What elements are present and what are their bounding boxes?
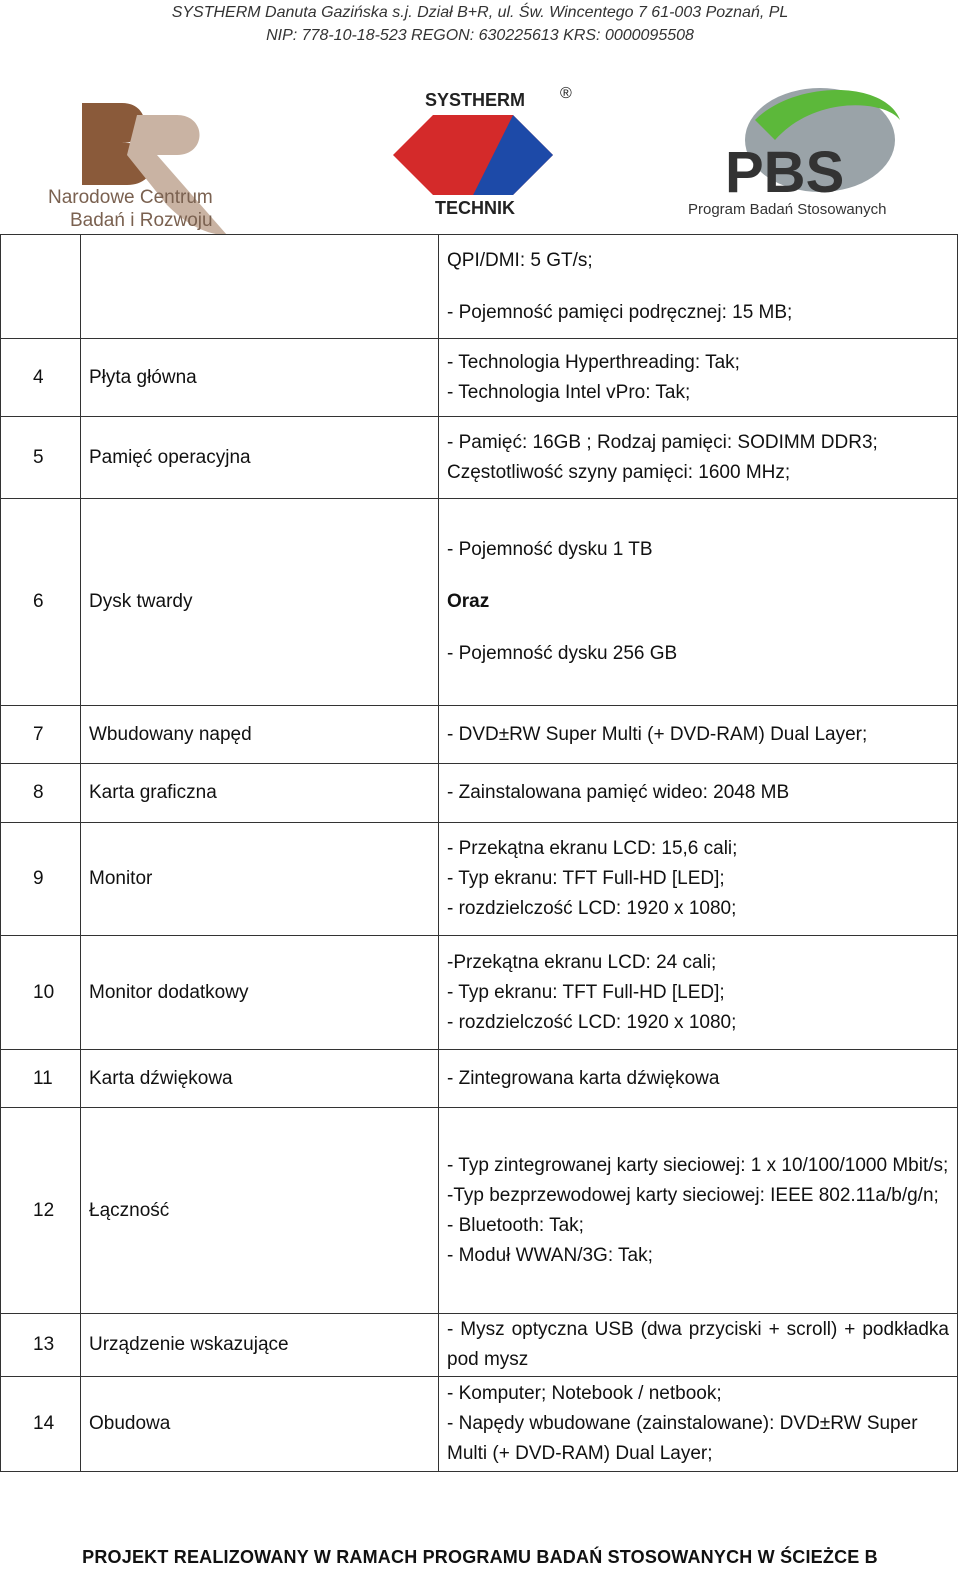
- ncbr-line2: Badań i Rozwoju: [70, 210, 213, 231]
- row-number: 5: [1, 417, 81, 499]
- requirement-line: - DVD±RW Super Multi (+ DVD-RAM) Dual Layer;: [447, 723, 868, 745]
- spec-row: [1, 936, 958, 1050]
- row-component-name: Łączność: [81, 1108, 439, 1314]
- requirement-line: - Moduł WWAN/3G: Tak;: [447, 1244, 653, 1266]
- requirement-line: - Technologia Hyperthreading: Tak;: [447, 351, 740, 373]
- systherm-top-text: SYSTHERM: [424, 90, 526, 110]
- spec-row: [1, 417, 958, 499]
- row-requirements: [439, 499, 958, 706]
- row-number: 13: [1, 1314, 81, 1377]
- row-requirements: [439, 706, 958, 764]
- requirement-line: Oraz: [447, 591, 490, 612]
- row-component-name: Płyta główna: [81, 339, 439, 417]
- spec-table: [0, 234, 958, 1472]
- row-requirements: [439, 764, 958, 823]
- row-requirements: [439, 1314, 958, 1377]
- row-component-name: Monitor: [81, 823, 439, 936]
- row-component-name: Dysk twardy: [81, 499, 439, 706]
- spec-row: [1, 1314, 958, 1377]
- requirement-line: - Mysz optyczna USB (dwa przyciski + scroll) + podkładka pod mysz: [447, 1319, 949, 1370]
- row-number: 4: [1, 339, 81, 417]
- spec-row: [1, 1377, 958, 1472]
- requirement-line: - Pamięć: 16GB ; Rodzaj pamięci: SODIMM DDR3; Częstotliwość szyny pamięci: 1600 MHz;: [447, 431, 878, 483]
- ncbr-logo-text: [48, 186, 213, 232]
- requirement-line: -Typ bezprzewodowej karty sieciowej: IEEE 802.11a/b/g/n;: [447, 1184, 939, 1206]
- pbs-caption: Program Badań Stosowanych: [688, 201, 887, 218]
- spec-row: [1, 1050, 958, 1108]
- pbs-letters: PBS: [725, 140, 845, 205]
- spec-row: [1, 339, 958, 417]
- requirement-line: QPI/DMI: 5 GT/s;: [447, 249, 593, 271]
- row-component-name: Wbudowany napęd: [81, 706, 439, 764]
- row-number: 7: [1, 706, 81, 764]
- row-requirements: [439, 1377, 958, 1472]
- row-component-name: Monitor dodatkowy: [81, 936, 439, 1050]
- systherm-logo: [388, 80, 578, 225]
- requirement-line: - Pojemność dysku 1 TB: [447, 539, 653, 560]
- row-component-name: Karta graficzna: [81, 764, 439, 823]
- row-component-name: Urządzenie wskazujące: [81, 1314, 439, 1377]
- footer-project-note: PROJEKT REALIZOWANY W RAMACH PROGRAMU BADAŃ STOSOWANYCH W ŚCIEŻCE B: [82, 1547, 878, 1567]
- requirement-line: - Typ zintegrowanej karty sieciowej: 1 x 10/100/1000 Mbit/s;: [447, 1154, 949, 1176]
- row-requirements: [439, 1050, 958, 1108]
- header-registry: NIP: 778-10-18-523 REGON: 630225613 KRS: 0000095508: [266, 27, 694, 44]
- spec-row: [1, 235, 958, 339]
- row-number: 12: [1, 1108, 81, 1314]
- row-number: 9: [1, 823, 81, 936]
- requirement-line: - Bluetooth: Tak;: [447, 1214, 584, 1236]
- requirement-line: - Napędy wbudowane (zainstalowane): DVD±RW Super Multi (+ DVD-RAM) Dual Layer;: [447, 1413, 918, 1464]
- requirement-line: - rozdzielczość LCD: 1920 x 1080;: [447, 1011, 737, 1033]
- spec-row: [1, 499, 958, 706]
- requirement-line: - Przekątna ekranu LCD: 15,6 cali;: [447, 838, 738, 859]
- requirement-line: - Typ ekranu: TFT Full-HD [LED];: [447, 868, 725, 889]
- row-requirements: [439, 339, 958, 417]
- requirement-line: - Pojemność dysku 256 GB: [447, 643, 678, 664]
- systherm-bottom-text: TECHNIK: [435, 198, 515, 218]
- row-number: 6: [1, 499, 81, 706]
- row-number: 8: [1, 764, 81, 823]
- row-component-name: [81, 235, 439, 339]
- spec-row: [1, 1108, 958, 1314]
- header-address: SYSTHERM Danuta Gazińska s.j. Dział B+R, ul. Św. Wincentego 7 61-003 Poznań, PL: [171, 4, 789, 21]
- requirement-line: - rozdzielczość LCD: 1920 x 1080;: [447, 898, 737, 919]
- requirement-line: - Zintegrowana karta dźwiękowa: [447, 1067, 720, 1089]
- requirement-line: - Pojemność pamięci podręcznej: 15 MB;: [447, 301, 793, 323]
- row-number: [1, 235, 81, 339]
- row-requirements: [439, 936, 958, 1050]
- spec-row: [1, 764, 958, 823]
- row-component-name: Karta dźwiękowa: [81, 1050, 439, 1108]
- row-component-name: Pamięć operacyjna: [81, 417, 439, 499]
- ncbr-line1: Narodowe Centrum: [48, 187, 213, 208]
- row-number: 11: [1, 1050, 81, 1108]
- requirement-line: - Komputer; Notebook / netbook;: [447, 1383, 722, 1404]
- row-requirements: [439, 235, 958, 339]
- row-number: 14: [1, 1377, 81, 1472]
- row-requirements: [439, 823, 958, 936]
- spec-row: [1, 706, 958, 764]
- requirement-line: - Zainstalowana pamięć wideo: 2048 MB: [447, 782, 790, 803]
- spec-row: [1, 823, 958, 936]
- row-requirements: [439, 417, 958, 499]
- requirement-line: -Przekątna ekranu LCD: 24 cali;: [447, 951, 717, 973]
- requirement-line: - Typ ekranu: TFT Full-HD [LED];: [447, 981, 725, 1003]
- row-component-name: Obudowa: [81, 1377, 439, 1472]
- row-requirements: [439, 1108, 958, 1314]
- systherm-registered-mark: ®: [560, 85, 572, 102]
- row-number: 10: [1, 936, 81, 1050]
- requirement-line: - Technologia Intel vPro: Tak;: [447, 381, 691, 403]
